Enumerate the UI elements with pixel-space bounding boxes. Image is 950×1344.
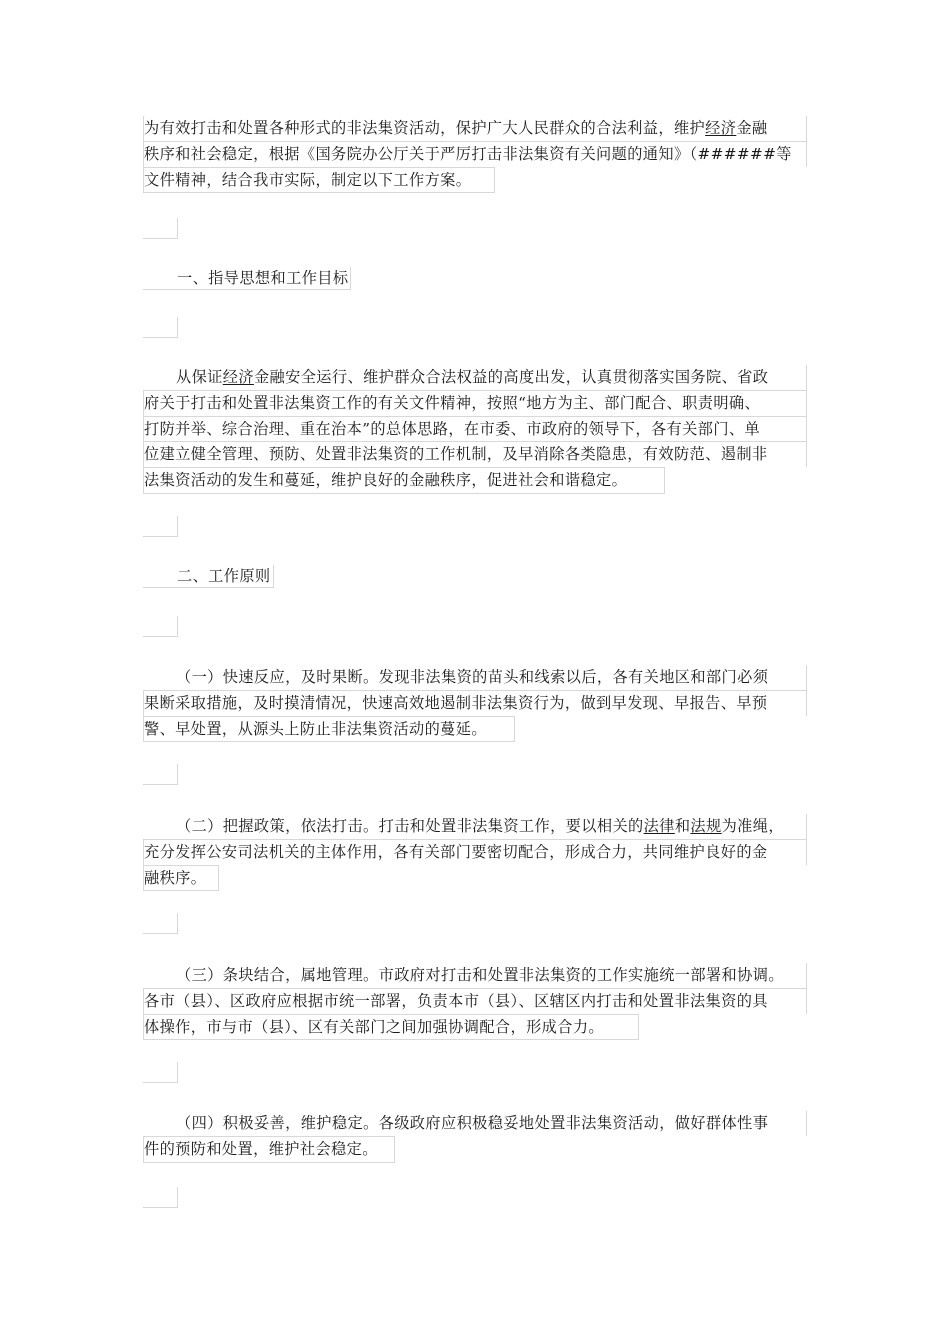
intro-line-3: 文件精神，结合我市实际，制定以下工作方案。 (143, 167, 495, 194)
empty-paragraph (143, 913, 178, 934)
principle-3-line-2: 各市（县）、区政府应根据市统一部署，负责本市（县）、区辖区内打击和处置非法集资的具 (143, 988, 807, 1014)
principle-2-line-2: 充分发挥公安司法机关的主体作用，各有关部门要密切配合，形成合力，共同维护良好的金 (143, 839, 807, 865)
section-heading-1: 一、指导思想和工作目标 (143, 267, 351, 290)
guiding-line-4: 位建立健全管理、预防、处置非法集资的工作机制，及早消除各类隐患，有效防范、遏制非 (143, 441, 807, 467)
principle-1-line-2: 果断采取措施，及时摸清情况，快速高效地遏制非法集资行为，做到早发现、早报告、早预 (143, 690, 807, 716)
principle-2-paragraph (143, 814, 807, 891)
guiding-thought-paragraph (143, 365, 807, 494)
principle-2-line-1: （二）把握政策，依法打击。打击和处置非法集资工作，要以相关的法律和法规为准绳， (143, 814, 807, 839)
principle-1-paragraph (143, 665, 807, 742)
empty-paragraph (143, 516, 178, 537)
guiding-line-3: 打防并举、综合治理、重在治本”的总体思路，在市委、市政府的领导下，各有关部门、单 (143, 416, 807, 442)
intro-line-1: 为有效打击和处置各种形式的非法集资活动，保护广大人民群众的合法利益，维护经济金融 (143, 116, 807, 141)
empty-paragraph (143, 1187, 178, 1208)
section-heading-2: 二、工作原则 (143, 565, 274, 588)
principle-4-line-2: 件的预防和处置，维护社会稳定。 (143, 1136, 395, 1163)
economy-link[interactable]: 经济 (705, 119, 737, 137)
guiding-line-5: 法集资活动的发生和蔓延，维护良好的金融秩序，促进社会和谐稳定。 (143, 467, 665, 494)
guiding-line-1: 从保证经济金融安全运行、维护群众合法权益的高度出发，认真贯彻落实国务院、省政 (143, 365, 807, 390)
law-link[interactable]: 法律 (643, 817, 675, 835)
empty-paragraph (143, 1062, 178, 1083)
principle-1-line-3: 警、早处置，从源头上防止非法集资活动的蔓延。 (143, 716, 515, 743)
principle-3-line-1: （三）条块结合，属地管理。市政府对打击和处置非法集资的工作实施统一部署和协调。 (143, 963, 807, 988)
empty-paragraph (143, 317, 178, 338)
empty-paragraph (143, 764, 178, 785)
principle-4-paragraph (143, 1111, 807, 1163)
guiding-line-2: 府关于打击和处置非法集资工作的有关文件精神，按照“地方为主、部门配合、职责明确、 (143, 390, 807, 416)
intro-paragraph (143, 116, 807, 193)
economy-link[interactable]: 经济 (222, 368, 254, 386)
intro-line-2: 秩序和社会稳定，根据《国务院办公厅关于严厉打击非法集资有关问题的通知》（######等 (143, 141, 807, 167)
principle-1-line-1: （一）快速反应，及时果断。发现非法集资的苗头和线索以后，各有关地区和部门必须 (143, 665, 807, 690)
principle-2-line-3: 融秩序。 (143, 865, 219, 892)
regulation-link[interactable]: 法规 (690, 817, 722, 835)
principle-3-paragraph (143, 963, 807, 1040)
empty-paragraph (143, 616, 178, 637)
principle-4-line-1: （四）积极妥善，维护稳定。各级政府应积极稳妥地处置非法集资活动，做好群体性事 (143, 1111, 807, 1136)
empty-paragraph (143, 218, 178, 239)
principle-3-line-3: 体操作，市与市（县）、区有关部门之间加强协调配合，形成合力。 (143, 1014, 639, 1041)
